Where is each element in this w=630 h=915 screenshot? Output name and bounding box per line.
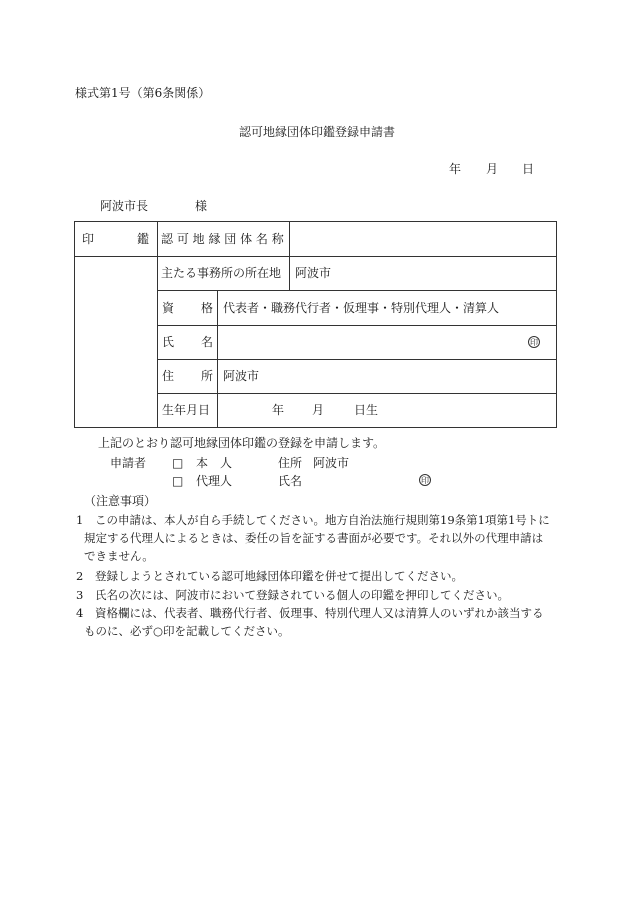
note-1-line-3: できません。: [84, 549, 154, 563]
group-name-value[interactable]: [291, 232, 551, 246]
applicant-seal-icon: 印: [421, 476, 429, 485]
seal-label-char-2: 鑑: [137, 232, 150, 246]
agent-checkbox[interactable]: □: [172, 474, 184, 488]
application-statement: 上記のとおり認可地縁団体印鑑の登録を申請します。: [98, 436, 386, 450]
column-divider: [289, 222, 290, 291]
date-day: 日: [522, 162, 535, 176]
applicant-name-label: 氏名: [278, 474, 303, 488]
column-divider: [217, 291, 218, 427]
address-label-char-1: 住: [162, 369, 175, 383]
self-checkbox[interactable]: □: [172, 456, 184, 470]
applicant-address-label: 住所: [278, 456, 303, 470]
note-1-line-2: 規定する代理人によるときは、委任の旨を証する書面が必要です。それ以外の代理申請は: [84, 531, 544, 545]
date-month: 月: [486, 162, 499, 176]
note-2-number: 2: [76, 569, 84, 583]
date-year: 年: [449, 162, 462, 176]
applicant-address-value: 阿波市: [313, 456, 350, 470]
note-4-number: 4: [76, 606, 84, 620]
office-value: 阿波市: [295, 266, 332, 280]
applicant-label: 申請者: [110, 456, 147, 470]
name-label-char-1: 氏: [162, 335, 175, 349]
row-divider: [75, 256, 556, 257]
addressee-mayor: 阿波市長: [100, 199, 149, 213]
notes-header: （注意事項）: [84, 494, 157, 508]
office-label: 主たる事務所の所在地: [161, 266, 282, 280]
qualification-label-char-1: 資: [162, 301, 175, 315]
note-4-line-2: ものに、必ず○印を記載してください。: [84, 624, 290, 638]
address-label-char-2: 所: [201, 369, 214, 383]
group-name-label: 認 可 地 縁 団 体 名 称: [161, 232, 284, 246]
dob-label: 生年月日: [162, 403, 211, 417]
qualification-label-char-2: 格: [201, 301, 214, 315]
note-3-line-1: 氏名の次には、阿波市において登録されている個人の印鑑を押印してください。: [95, 588, 509, 602]
note-1-number: 1: [76, 513, 84, 527]
name-label-char-2: 名: [201, 335, 214, 349]
note-3-number: 3: [76, 588, 84, 602]
qualification-options: 代表者・職務代行者・仮理事・特別代理人・清算人: [223, 301, 500, 315]
seal-label-char-1: 印: [82, 232, 95, 246]
form-number: 様式第1号（第6条関係）: [75, 86, 211, 100]
note-1-line-1: この申請は、本人が自ら手続してください。地方自治法施行規則第19条第1項第1号トに: [95, 513, 550, 527]
seal-stamp-icon: 印: [530, 338, 538, 347]
self-label: 本 人: [196, 456, 233, 470]
addressee-honorific: 様: [195, 199, 208, 213]
registration-table: [74, 221, 557, 428]
dob-month: 月: [312, 403, 325, 417]
address-value: 阿波市: [223, 369, 260, 383]
agent-label: 代理人: [196, 474, 233, 488]
dob-year: 年: [272, 403, 285, 417]
column-divider: [157, 222, 158, 427]
note-4-line-1: 資格欄には、代表者、職務代行者、仮理事、特別代理人又は清算人のいずれか該当する: [95, 606, 544, 620]
note-2-line-1: 登録しようとされている認可地縁団体印鑑を併せて提出してください。: [95, 569, 463, 583]
dob-day: 日生: [354, 403, 379, 417]
page-title: 認可地縁団体印鑑登録申請書: [239, 125, 396, 139]
